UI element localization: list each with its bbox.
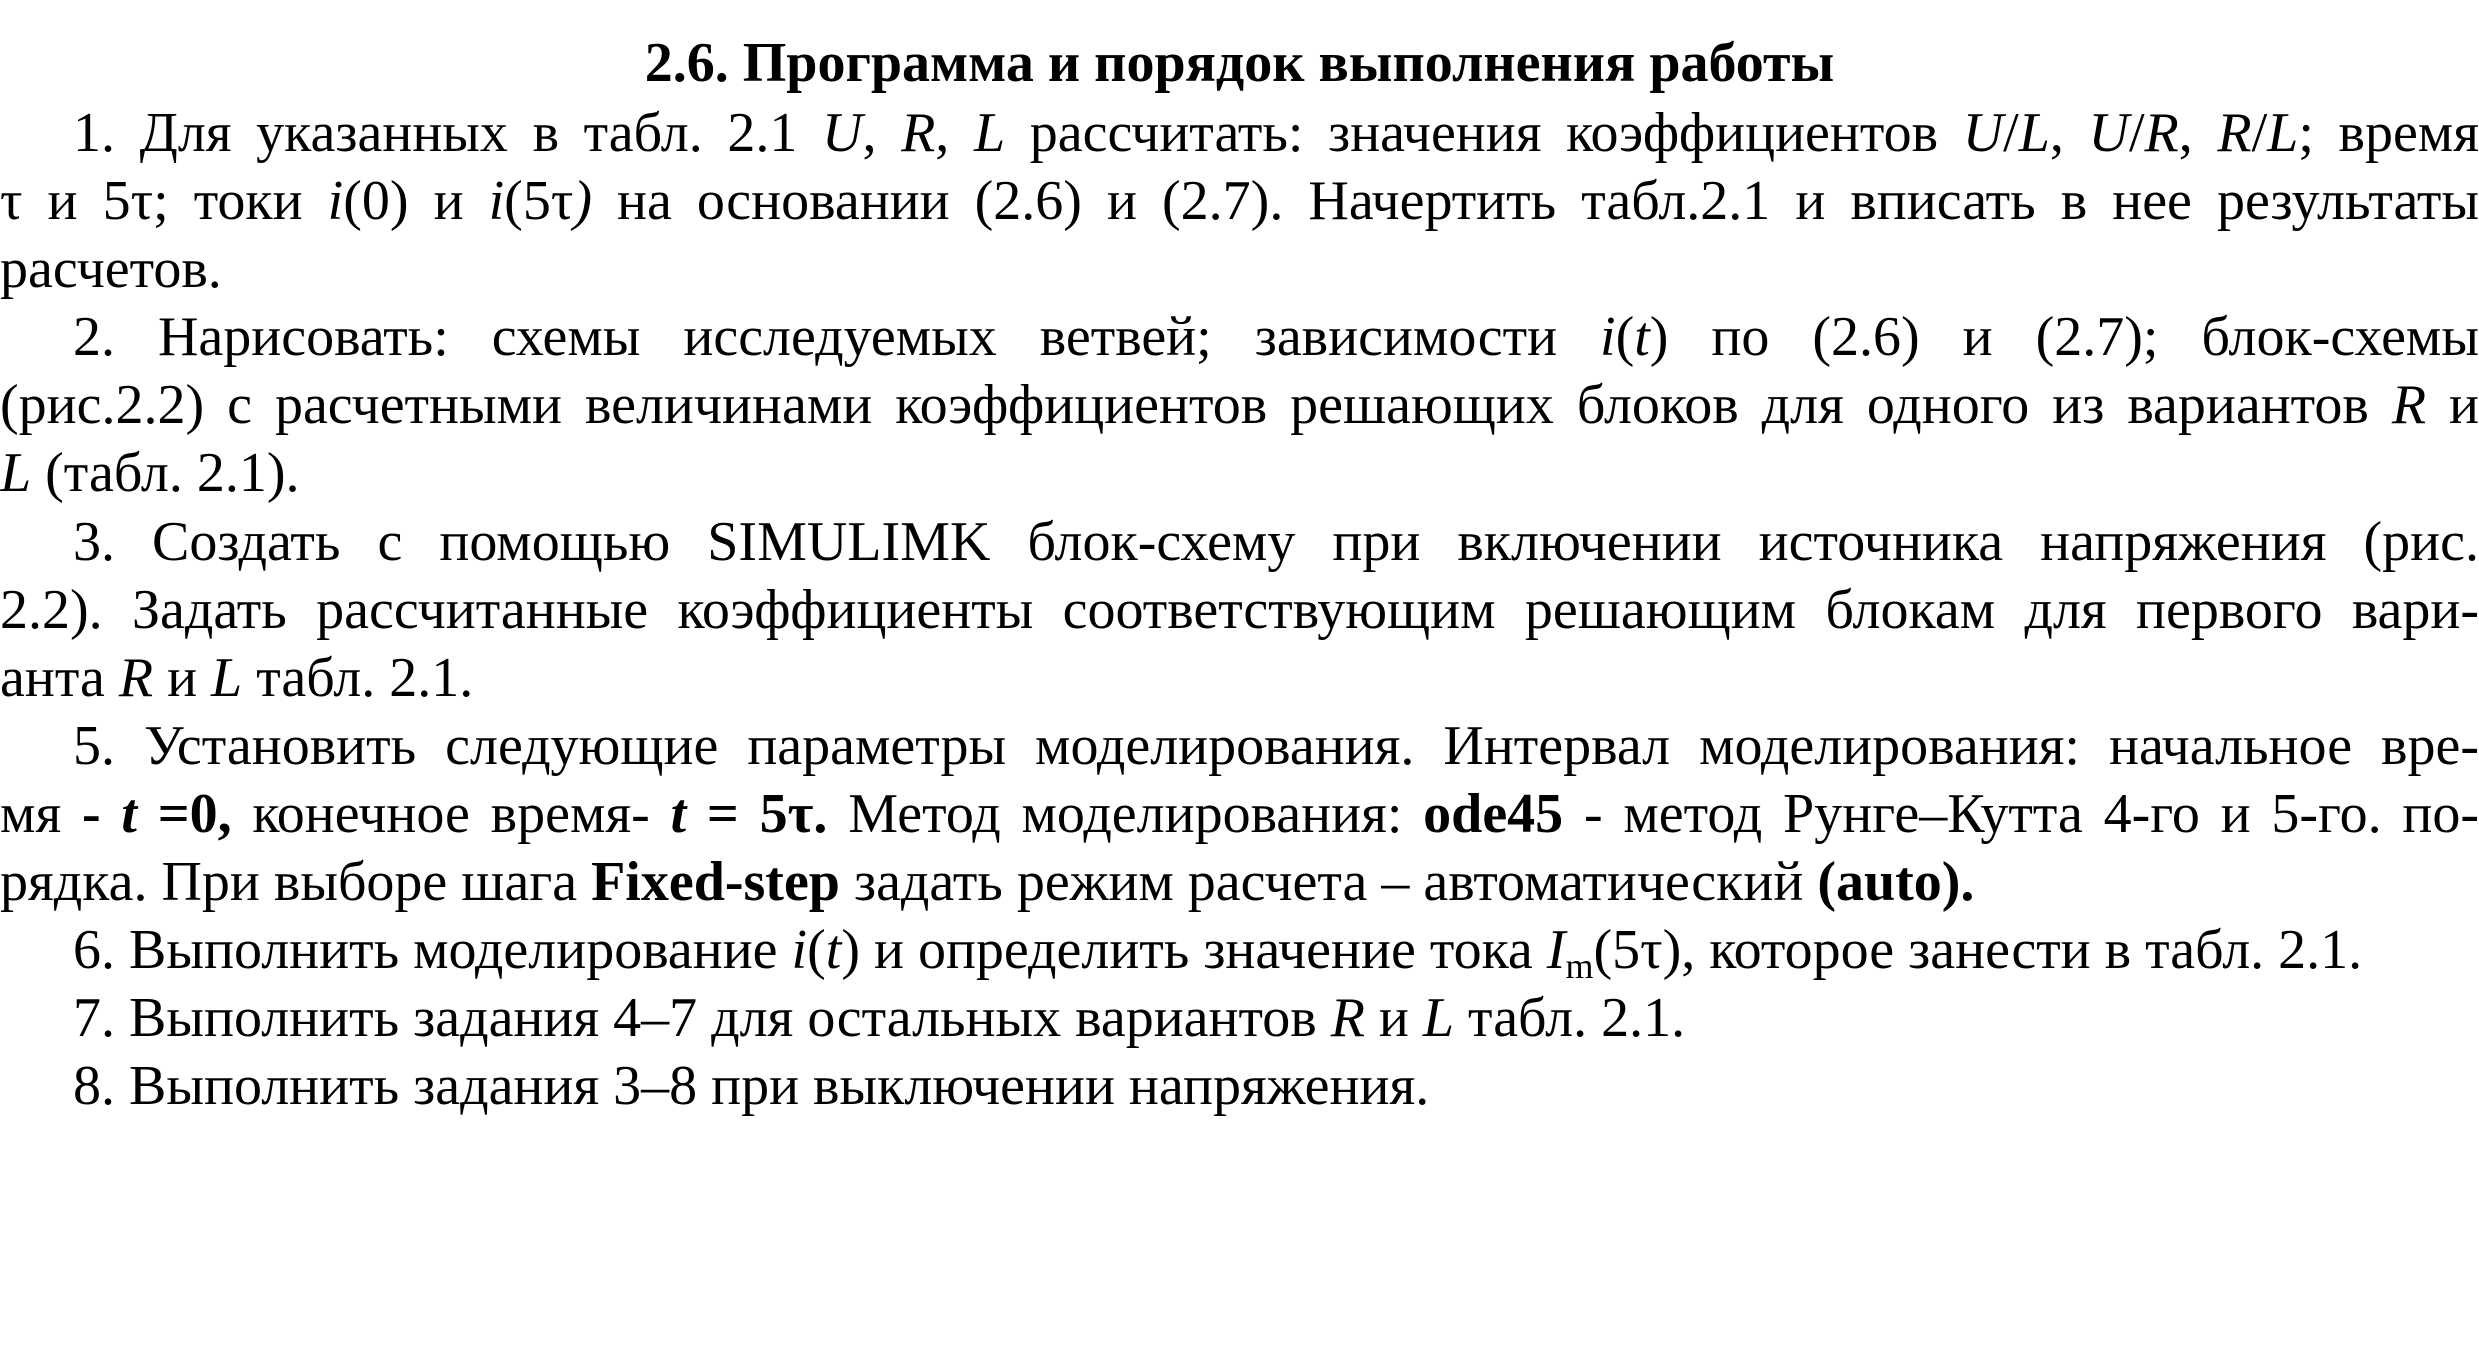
text-run: , <box>2049 102 2089 164</box>
text-run: ; время <box>2298 102 2479 164</box>
text-run: (5τ), которое занести в табл. 2.1. <box>1593 919 2363 981</box>
text-run: τ и 5τ; токи <box>0 170 328 232</box>
text-run: t <box>670 783 687 845</box>
text-run: ( <box>1615 306 1635 368</box>
text-run: L <box>2267 102 2299 164</box>
text-run: мя <box>0 783 82 845</box>
text-run: табл. 2.1. <box>242 647 474 709</box>
text-run: , <box>935 102 974 164</box>
text-run: R <box>2391 374 2427 436</box>
section-heading: 2.6. Программа и порядок выполнения работы <box>644 32 1835 94</box>
paragraph-3-line-1 <box>0 507 2479 577</box>
text-run: / <box>2251 102 2268 164</box>
text-run: ) <box>841 919 860 981</box>
text-run: m <box>1565 946 1594 986</box>
text-run: задать режим расчета – автоматический <box>839 851 1818 913</box>
text-run: U <box>821 102 863 164</box>
text-run: конечное время- <box>231 783 671 845</box>
text-run: 6. Выполнить моделирование <box>73 919 792 981</box>
text-run: анта <box>0 647 119 709</box>
text-run: (табл. 2.1). <box>31 442 300 504</box>
text-run: L <box>211 647 243 709</box>
text-run: 1. Для указанных в табл. 2.1 <box>73 102 822 164</box>
text-run: =0, <box>136 783 232 845</box>
text-run: - <box>81 783 122 845</box>
text-run: ode45 <box>1423 783 1564 845</box>
text-run: Метод моделирования: <box>827 783 1424 845</box>
text-run: R <box>118 647 154 709</box>
text-run: t <box>121 783 137 845</box>
text-run: и <box>1364 987 1423 1049</box>
text-run: и <box>2426 374 2479 436</box>
text-run: (рис.2.2) с расчетными величинами коэффициентов решающих блоков для одного из вариантов <box>0 374 2392 436</box>
paragraph-5-line-1 <box>0 915 2479 985</box>
paragraph-1-line-2 <box>0 166 2479 236</box>
text-run: i <box>327 170 344 232</box>
text-run: (auto). <box>1817 851 1975 913</box>
text-run: расчетов. <box>0 238 222 300</box>
text-run: рассчитать: значения коэффициентов <box>1005 102 1963 164</box>
text-run: Fixed-step <box>591 851 840 913</box>
text-run: i <box>1600 306 1616 368</box>
text-run: , <box>862 102 902 164</box>
text-run: R <box>2217 102 2252 164</box>
text-run: U <box>1962 102 2004 164</box>
text-run: 8. Выполнить задания 3–8 при выключении напряжения. <box>73 1055 1430 1117</box>
paragraph-3-line-3 <box>0 643 2479 713</box>
paragraph-2-line-3 <box>0 438 2479 508</box>
text-run: рядка. При выборе шага <box>0 851 592 913</box>
text-run: 3. Создать с помощью SIMULIMK блок-схему при включении источника напряжения (рис. <box>73 511 2479 573</box>
text-run: U <box>2088 102 2129 164</box>
paragraph-7-line-1 <box>0 1051 2479 1121</box>
text-run: (5τ <box>504 170 574 232</box>
text-run: R <box>2144 102 2179 164</box>
text-run: t <box>1634 306 1650 368</box>
text-run: ) <box>573 170 592 232</box>
text-run: / <box>2128 102 2145 164</box>
text-run: 2.2). Задать рассчитанные коэффициенты соответствующим решающим блокам для первого вари- <box>0 579 2479 641</box>
text-run: R <box>901 102 936 164</box>
text-run: / <box>2003 102 2019 164</box>
text-run: (0) и <box>343 170 489 232</box>
text-run: = 5τ. <box>686 783 828 845</box>
paragraph-4-line-1 <box>0 711 2479 781</box>
text-run: табл. 2.1. <box>1454 987 1686 1049</box>
paragraph-1-line-3 <box>0 234 2479 304</box>
text-run: L <box>973 102 1006 164</box>
text-run: 5. Установить следующие параметры моделирования. Интервал моделирования: начальное вре- <box>73 715 2479 777</box>
text-run: L <box>2018 102 2050 164</box>
text-run: и <box>153 647 212 709</box>
paragraph-1-line-1 <box>0 98 2479 168</box>
text-run: L <box>0 442 32 504</box>
text-run: i <box>791 919 808 981</box>
text-run: на основании (2.6) и (2.7). Начертить табл.2.1 и вписать в нее результаты <box>591 170 2479 232</box>
paragraph-2-line-1 <box>0 302 2479 372</box>
text-run: i <box>488 170 505 232</box>
text-run: I <box>1546 919 1566 981</box>
text-run: R <box>1330 987 1365 1049</box>
paragraph-4-line-2 <box>0 779 2479 849</box>
text-run: , <box>2178 102 2218 164</box>
text-run: L <box>1422 987 1455 1049</box>
text-run: и определить значение тока <box>859 919 1547 981</box>
text-run: - метод Рунге–Кутта 4-го и 5-го. по- <box>1563 783 2479 845</box>
text-run: 2. Нарисовать: схемы исследуемых ветвей; зависимости <box>73 306 1601 368</box>
paragraph-3-line-2 <box>0 575 2479 645</box>
paragraph-6-line-1 <box>0 983 2479 1053</box>
paragraph-2-line-2 <box>0 370 2479 440</box>
text-run: по (2.6) и (2.7); блок-схемы <box>1668 306 2479 368</box>
paragraph-4-line-3 <box>0 847 2479 917</box>
text-run: ( <box>807 919 826 981</box>
text-run: 7. Выполнить задания 4–7 для остальных вариантов <box>73 987 1331 1049</box>
text-run: ) <box>1649 306 1669 368</box>
text-run: t <box>825 919 842 981</box>
